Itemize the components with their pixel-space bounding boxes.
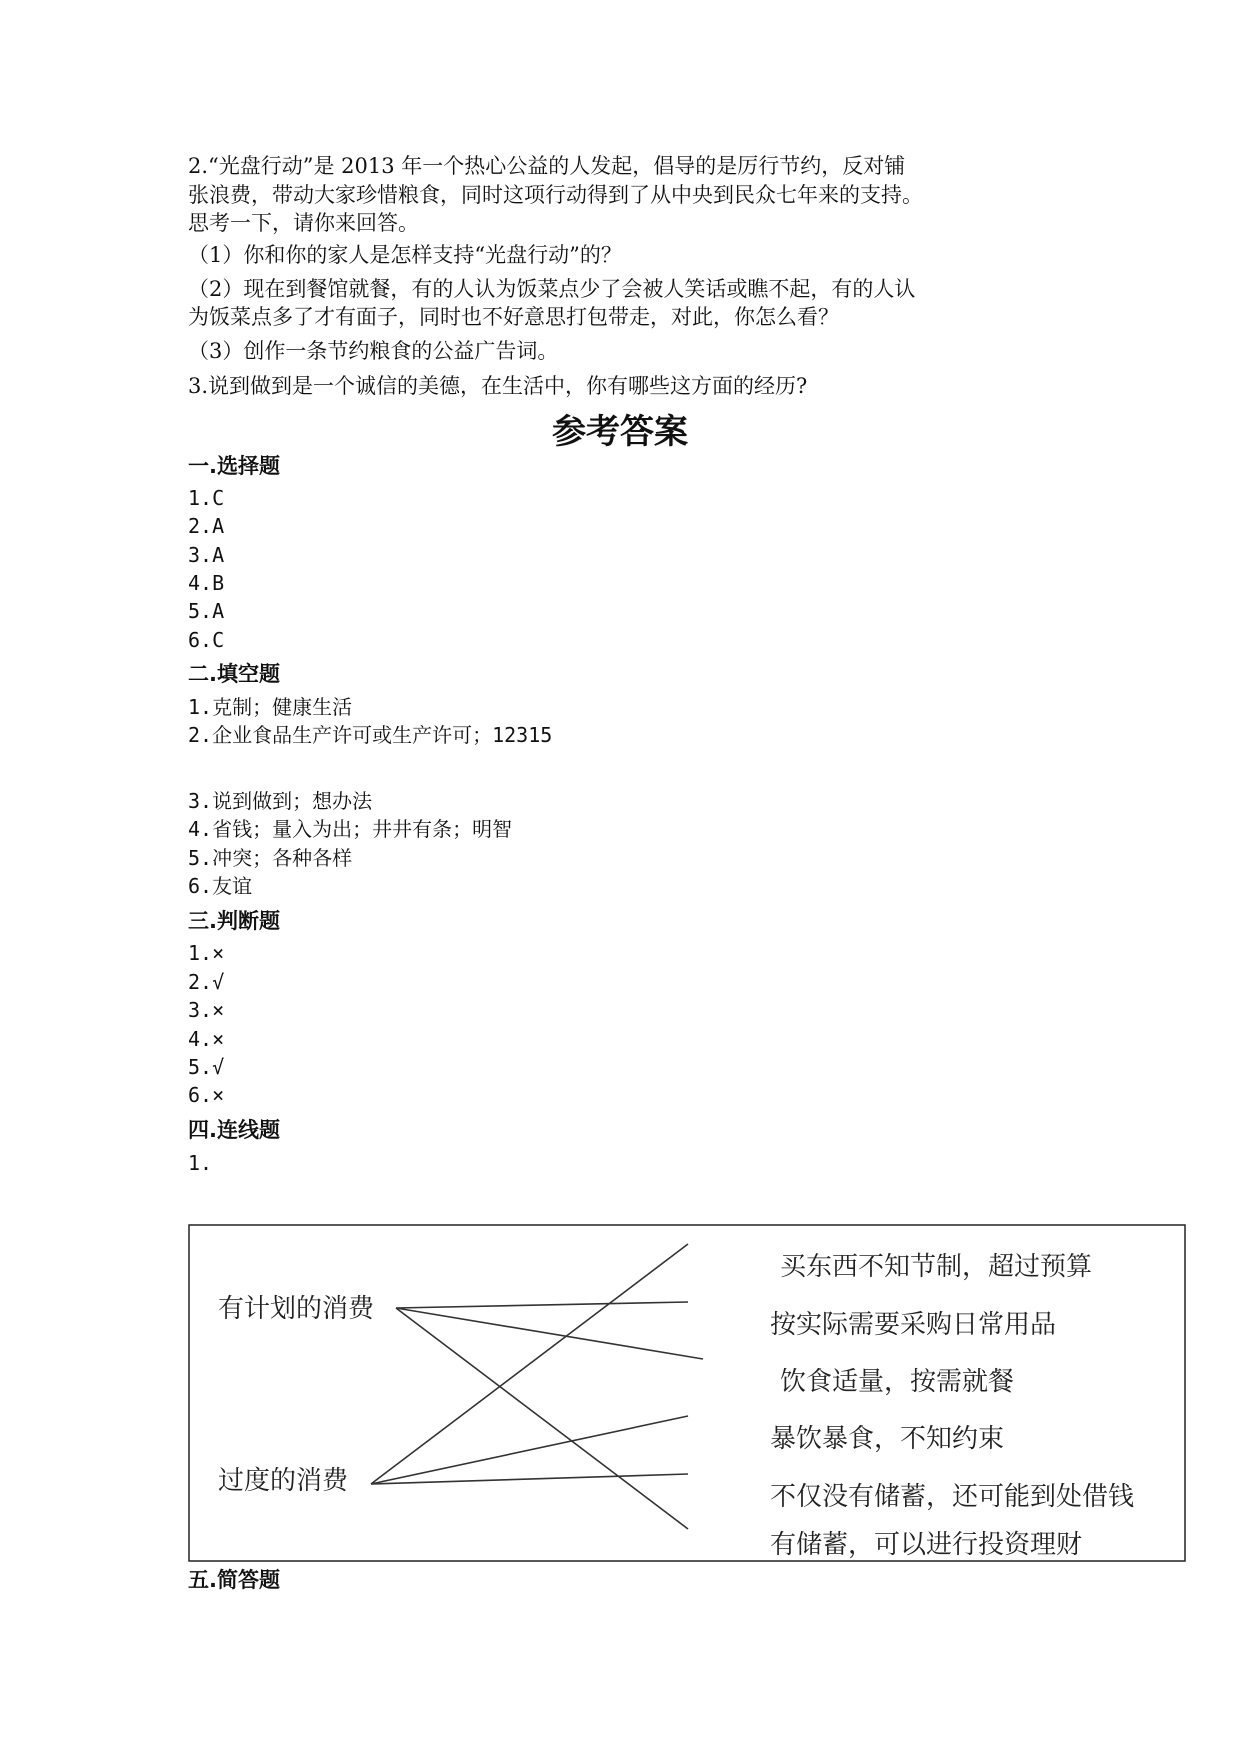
judge-answer: 1.× — [188, 941, 225, 965]
judge-answer: 6.× — [188, 1083, 225, 1107]
fill-answer: 6.友谊 — [188, 874, 253, 898]
judge-answer: 3.× — [188, 998, 225, 1022]
q2-line-2: 张浪费，带动大家珍惜粮食，同时这项行动得到了从中央到民众七年来的支持。 — [188, 183, 923, 207]
right-item: 买东西不知节制，超过预算 — [780, 1252, 1093, 1282]
right-item: 按实际需要采购日常用品 — [770, 1310, 1057, 1340]
fill-answer: 5.冲突；各种各样 — [188, 846, 353, 870]
left-item: 过度的消费 — [218, 1466, 349, 1496]
question-3: 3.说到做到是一个诚信的美德，在生活中，你有哪些这方面的经历? — [188, 374, 808, 398]
matching-diagram — [188, 1224, 1188, 1564]
right-item: 饮食适量，按需就餐 — [780, 1367, 1015, 1397]
section-fill-heading: 二.填空题 — [188, 662, 280, 686]
answer-title: 参考答案 — [552, 412, 688, 452]
fill-answer: 2.企业食品生产许可或生产许可；12315 — [188, 723, 553, 747]
judge-answer: 4.× — [188, 1027, 225, 1051]
match-item-label: 1. — [188, 1151, 213, 1175]
q2-line-1: 2.“光盘行动”是 2013 年一个热心公益的人发起，倡导的是厉行节约，反对铺 — [188, 154, 906, 178]
choice-answer: 1.C — [188, 486, 225, 510]
q2-subq-1: （1）你和你的家人是怎样支持“光盘行动”的？ — [188, 243, 622, 267]
section-choice-heading: 一.选择题 — [188, 454, 280, 478]
section-match-heading: 四.连线题 — [188, 1118, 280, 1142]
judge-answer: 2.√ — [188, 970, 225, 994]
choice-answer: 4.B — [188, 571, 225, 595]
fill-answer: 1.克制；健康生活 — [188, 695, 353, 719]
choice-answer: 2.A — [188, 514, 225, 538]
fill-answer: 3.说到做到；想办法 — [188, 789, 373, 813]
q2-subq-3: （3）创作一条节约粮食的公益广告词。 — [188, 339, 559, 363]
section-short-heading: 五.简答题 — [188, 1568, 280, 1592]
q2-subq-2-line-2: 为饭菜点多了才有面子，同时也不好意思打包带走，对此，你怎么看？ — [188, 305, 839, 329]
choice-answer: 5.A — [188, 599, 225, 623]
section-judge-heading: 三.判断题 — [188, 909, 280, 933]
right-item: 有储蓄，可以进行投资理财 — [770, 1530, 1083, 1560]
right-item: 不仅没有储蓄，还可能到处借钱 — [770, 1482, 1135, 1512]
choice-answer: 3.A — [188, 543, 225, 567]
right-item: 暴饮暴食，不知约束 — [770, 1424, 1005, 1454]
q2-subq-2-line-1: （2）现在到餐馆就餐，有的人认为饭菜点少了会被人笑话或瞧不起，有的人认 — [188, 277, 916, 301]
q2-line-3: 思考一下，请你来回答。 — [188, 211, 419, 235]
judge-answer: 5.√ — [188, 1055, 225, 1079]
choice-answer: 6.C — [188, 628, 225, 652]
fill-answer: 4.省钱；量入为出；井井有条；明智 — [188, 817, 513, 841]
left-item: 有计划的消费 — [218, 1294, 375, 1324]
